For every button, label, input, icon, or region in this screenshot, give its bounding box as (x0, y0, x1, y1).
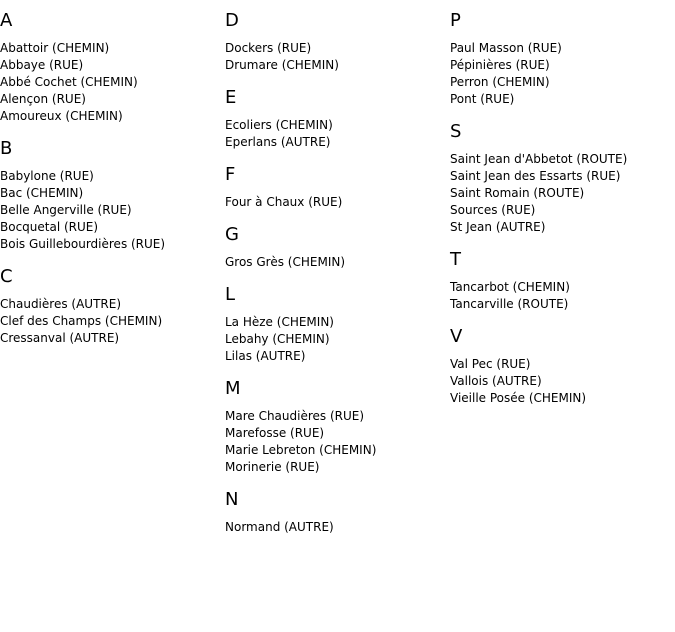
street-link[interactable]: Tancarbot (CHEMIN) (450, 280, 570, 294)
street-link[interactable]: Four à Chaux (RUE) (225, 195, 343, 209)
street-link[interactable]: Babylone (RUE) (0, 169, 94, 183)
section-letter: V (450, 326, 463, 347)
street-index-column-3 (450, 10, 670, 420)
street-link[interactable]: Gros Grès (CHEMIN) (225, 255, 346, 269)
street-link[interactable]: Abbaye (RUE) (0, 58, 84, 72)
street-link[interactable]: La Hèze (CHEMIN) (225, 315, 334, 329)
street-link[interactable]: Marefosse (RUE) (225, 426, 325, 440)
section-e (225, 87, 445, 151)
section-a (0, 10, 220, 125)
street-link[interactable]: Lilas (AUTRE) (225, 349, 306, 363)
section-m (225, 378, 445, 476)
section-letter: P (450, 10, 461, 31)
street-link[interactable]: Drumare (CHEMIN) (225, 58, 339, 72)
section-letter: N (225, 489, 239, 510)
street-link[interactable]: Tancarville (ROUTE) (450, 297, 569, 311)
street-link[interactable]: Paul Masson (RUE) (450, 41, 562, 55)
section-f (225, 164, 445, 211)
street-link[interactable]: Saint Jean des Essarts (RUE) (450, 169, 621, 183)
section-letter: S (450, 121, 462, 142)
street-link[interactable]: Bois Guillebourdières (RUE) (0, 237, 166, 251)
section-letter: G (225, 224, 239, 245)
street-link[interactable]: Morinerie (RUE) (225, 460, 320, 474)
section-letter: B (0, 138, 13, 159)
street-link[interactable]: Vieille Posée (CHEMIN) (450, 391, 587, 405)
street-link[interactable]: Val Pec (RUE) (450, 357, 531, 371)
street-link[interactable]: Normand (AUTRE) (225, 520, 334, 534)
section-n (225, 489, 445, 536)
street-link[interactable]: Lebahy (CHEMIN) (225, 332, 330, 346)
street-link[interactable]: St Jean (AUTRE) (450, 220, 546, 234)
section-letter: F (225, 164, 236, 185)
street-link[interactable]: Pépinières (RUE) (450, 58, 550, 72)
section-v (450, 326, 670, 407)
section-d (225, 10, 445, 74)
street-link[interactable]: Bocquetal (RUE) (0, 220, 99, 234)
section-letter: C (0, 266, 13, 287)
section-g (225, 224, 445, 271)
section-letter: A (0, 10, 13, 31)
street-link[interactable]: Clef des Champs (CHEMIN) (0, 314, 163, 328)
section-letter: T (450, 249, 461, 270)
section-p (450, 10, 670, 108)
section-letter: L (225, 284, 236, 305)
section-t (450, 249, 670, 313)
street-link[interactable]: Marie Lebreton (CHEMIN) (225, 443, 377, 457)
street-link[interactable]: Vallois (AUTRE) (450, 374, 542, 388)
street-link[interactable]: Abattoir (CHEMIN) (0, 41, 110, 55)
street-link[interactable]: Belle Angerville (RUE) (0, 203, 132, 217)
street-link[interactable]: Abbé Cochet (CHEMIN) (0, 75, 138, 89)
street-index-column-1 (0, 10, 220, 360)
street-link[interactable]: Saint Jean d'Abbetot (ROUTE) (450, 152, 628, 166)
section-letter: E (225, 87, 237, 108)
street-link[interactable]: Perron (CHEMIN) (450, 75, 550, 89)
section-c (0, 266, 220, 347)
street-link[interactable]: Pont (RUE) (450, 92, 515, 106)
street-link[interactable]: Bac (CHEMIN) (0, 186, 84, 200)
street-link[interactable]: Sources (RUE) (450, 203, 536, 217)
street-link[interactable]: Chaudières (AUTRE) (0, 297, 122, 311)
section-letter: M (225, 378, 241, 399)
street-link[interactable]: Alençon (RUE) (0, 92, 86, 106)
street-link[interactable]: Saint Romain (ROUTE) (450, 186, 585, 200)
street-link[interactable]: Cressanval (AUTRE) (0, 331, 120, 345)
street-link[interactable]: Ecoliers (CHEMIN) (225, 118, 333, 132)
street-link[interactable]: Dockers (RUE) (225, 41, 312, 55)
section-letter: D (225, 10, 239, 31)
street-index-column-2 (225, 10, 445, 549)
section-b (0, 138, 220, 253)
section-l (225, 284, 445, 365)
street-link[interactable]: Mare Chaudières (RUE) (225, 409, 365, 423)
section-s (450, 121, 670, 236)
street-link[interactable]: Eperlans (AUTRE) (225, 135, 331, 149)
street-link[interactable]: Amoureux (CHEMIN) (0, 109, 123, 123)
